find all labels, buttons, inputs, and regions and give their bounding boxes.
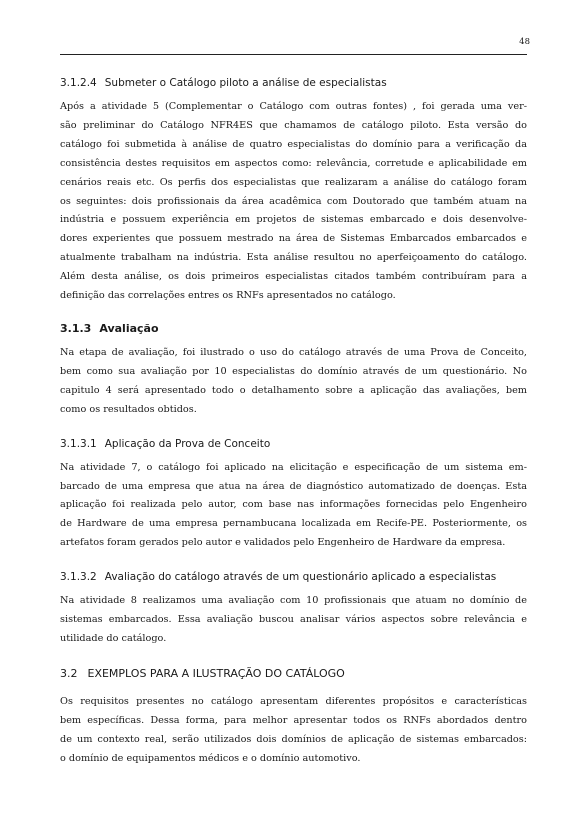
text-line: cenários reais etc. Os perfis dos especialistas que realizaram a análise do catálogo foram — [60, 176, 527, 188]
text-line: Após a atividade 5 (Complementar o Catálogo com outras fontes) , foi gerada uma ver- — [60, 101, 527, 112]
text-line: Além desta análise, os dois primeiros especialistas citados também contribuíram para a — [60, 271, 527, 283]
paragraph-3-1-3-2 — [60, 592, 527, 649]
text-line: bem específicas. Dessa forma, para melhor apresentar todos os RNFs abordados dentro — [60, 714, 527, 726]
text-line: Os requisitos presentes no catálogo apresentam diferentes propósitos e características — [60, 695, 527, 707]
text-line: artefatos foram gerados pelo autor e validados pelo Engenheiro de Hardware da empresa. — [60, 537, 506, 549]
text-line: aplicação foi realizada pelo autor, com base nas informações fornecidas pelo Engenheiro — [60, 499, 527, 511]
text-line: sistemas embarcados. Essa avaliação buscou analisar vários aspectos sobre relevância e — [60, 614, 527, 626]
section-title: Aplicação da Prova de Conceito — [104, 437, 271, 450]
paragraph-3-2 — [60, 693, 527, 769]
section-number: 3.2 — [60, 666, 78, 680]
paragraph-3-1-3-1 — [60, 459, 527, 554]
section-number: 3.1.2.4 — [60, 77, 97, 89]
paragraph-3-1-2-4 — [60, 98, 527, 306]
section-heading-3-1-3 — [60, 322, 527, 336]
paragraph-3-1-3 — [60, 344, 527, 420]
text-line: de Hardware de uma empresa pernambucana localizada em Recife-PE. Posteriormente, os — [60, 518, 527, 530]
text-line: capitulo 4 será apresentado todo o detalhamento sobre a aplicação das avaliações, bem — [60, 384, 527, 396]
section-title: Avaliação do catálogo através de um questionário aplicado a especialistas — [104, 571, 497, 584]
section-title: Submeter o Catálogo piloto a análise de especialistas — [104, 77, 387, 89]
text-line: dores experientes que possuem mestrado na área de Sistemas Embarcados embarcados e — [60, 233, 527, 245]
text-line: Na atividade 7, o catálogo foi aplicado na elicitação e especificação de um sistema em- — [60, 461, 527, 473]
text-line: catálogo foi submetida à análise de quatro especialistas do domínio para a verificação da — [60, 138, 527, 150]
section-heading-3-1-3-1 — [60, 437, 527, 451]
section-number: 3.1.3.1 — [60, 437, 97, 450]
text-line: como os resultados obtidos. — [60, 403, 197, 415]
page-number: 48 — [519, 37, 530, 47]
section-title: EXEMPLOS PARA A ILUSTRAÇÃO DO CATÁLOGO — [87, 666, 345, 680]
text-line: o domínio de equipamentos médicos e o domínio automotivo. — [60, 752, 361, 764]
text-line: indústria e possuem experiência em projetos de sistemas embarcado e dois desenvolve- — [60, 214, 527, 226]
text-line: bem como sua avaliação por 10 especialistas do domínio através de um questionário. No — [60, 365, 527, 377]
page-content — [60, 72, 527, 768]
section-heading-3-1-3-2 — [60, 570, 527, 584]
text-line: consistência destes requisitos em aspectos como: relevância, corretude e aplicabilidade em — [60, 157, 527, 169]
text-line: utilidade do catálogo. — [60, 632, 167, 644]
section-number: 3.1.3.2 — [60, 571, 97, 584]
text-line: barcado de uma empresa que atua na área de diagnóstico automatizado de doenças. Esta — [60, 480, 527, 492]
text-line: de um contexto real, serão utilizados dois domínios de aplicação de sistemas embarcados: — [60, 733, 527, 745]
section-heading-3-2 — [60, 667, 527, 681]
section-number: 3.1.3 — [60, 321, 92, 335]
text-line: definição das correlações entres os RNFs apresentados no catálogo. — [60, 290, 396, 302]
text-line: Na atividade 8 realizamos uma avaliação com 10 profissionais que atuam no domínio de — [60, 595, 527, 607]
text-line: atualmente trabalham na indústria. Esta análise resultou no aperfeiçoamento do catálogo. — [60, 252, 527, 264]
text-line: os seguintes: dois profissionais da área acadêmica com Doutorado que também atuam na — [60, 195, 527, 207]
section-title: Avaliação — [99, 321, 159, 335]
text-line: Na etapa de avaliação, foi ilustrado o uso do catálogo através de uma Prova de Conceito, — [60, 346, 527, 358]
text-line: são preliminar do Catálogo NFR4ES que chamamos de catálogo piloto. Esta versão do — [60, 119, 527, 131]
section-heading-3-1-2-4 — [60, 76, 527, 90]
header-rule — [60, 54, 527, 55]
